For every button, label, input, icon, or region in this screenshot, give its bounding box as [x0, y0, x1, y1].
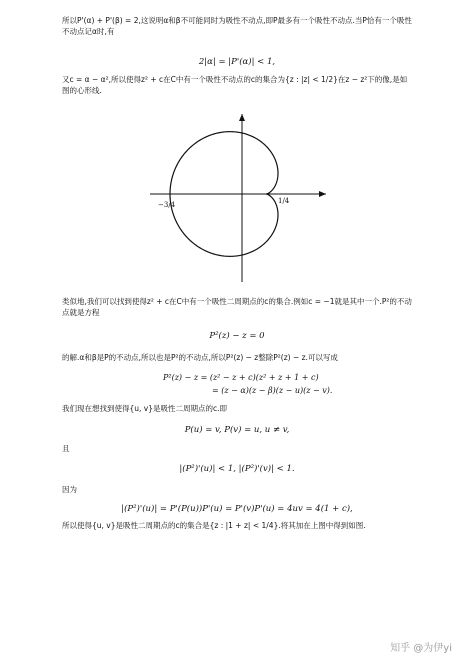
equation-1: 2|α| = |P'(α)| < 1, — [198, 57, 276, 67]
equation-6: |(P²)'(u)| = P'(P(u))P'(u) = P'(v)P'(u) = 4uv = 4(1 + c), — [121, 504, 353, 514]
paragraph-4: 的解.α和β是P的不动点,所以也是P²的不动点,所以P²(z) − z整除P²(z) − z.可以写成 — [62, 353, 338, 362]
equation-3b: = (z − α)(z − β)(z − u)(z − v). — [212, 386, 333, 395]
paragraph-7: 因为 — [62, 485, 77, 494]
equation-5: |(P²)'(u)| < 1, |(P²)'(v)| < 1. — [179, 464, 295, 474]
tick-label-right: 1/4 — [278, 197, 290, 205]
equation-4: P(u) = v, P(v) = u, u ≠ v, — [184, 425, 290, 435]
paragraph-3: 类似地,我们可以找到使得z² + c在C中有一个吸性二周期点的c的集合.例如c = −1就是其中一个.P²的不动点就是方程 — [62, 297, 412, 317]
y-axis-arrow — [239, 114, 245, 121]
paragraph-2: 又c = α − α²,所以使得z² + c在C中有一个吸性不动点的c的集合为{z : |z| < 1/2}在z − z²下的像,是如图的心形线. — [62, 75, 408, 95]
paragraph-8: 所以使得{u, v}是吸性二周期点的c的集合是{z : |1 + z| < 1/4}.将其加在上图中得到如图. — [62, 521, 366, 530]
cardioid-figure — [148, 110, 328, 285]
tick-label-left: −3/4 — [158, 201, 176, 209]
paragraph-5: 我们现在想找到使得{u, v}是吸性二周期点的c.即 — [62, 404, 228, 413]
equation-2: P²(z) − z = 0 — [209, 331, 265, 341]
paragraph-1: 所以P'(α) + P'(β) = 2,这说明α和β不可能同时为吸性不动点,即P最多有一个吸性不动点.当P恰有一个吸性不动点记α时,有 — [62, 16, 412, 36]
equation-3a: P²(z) − z = (z² − z + c)(z² + z + 1 + c) — [163, 373, 319, 382]
x-axis-arrow — [319, 191, 326, 197]
watermark: 知乎 @为伊yi — [390, 642, 452, 654]
paragraph-6: 且 — [62, 444, 70, 453]
